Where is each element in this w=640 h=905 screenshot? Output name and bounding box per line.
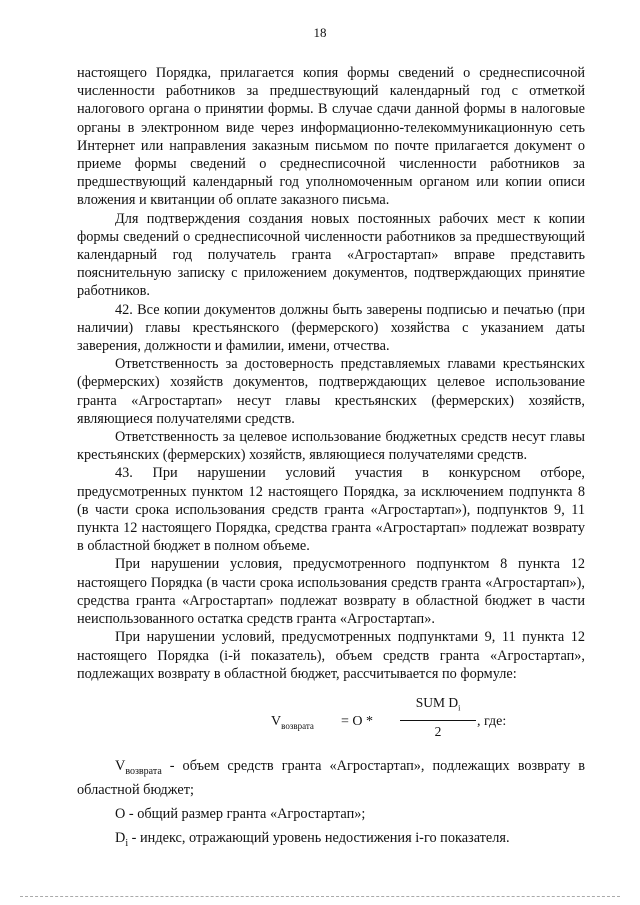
paragraph-subpoint-8: При нарушении условия, предусмотренного подпунктом 8 пункта 12 настоящего Порядка (в части срока использования средств гранта «Агростартап»), средства гранта «Агростартап» подлежат возврату в областной бюджет в части неиспользованного остатка средств гранта «Агростартап». bbox=[77, 556, 585, 628]
paragraph-new-jobs: Для подтверждения создания новых постоянных рабочих мест к копии формы сведений о среднесписочной численности работников за предшествующий календарный год получатель гранта «Агростартап» вправе представить пояснительную записку с приложением документов, подтверждающих принятие работников. bbox=[77, 210, 585, 300]
formula-fraction bbox=[400, 694, 476, 741]
formula-equals: = O * bbox=[341, 713, 374, 729]
paragraph-43: 43. При нарушении условий участия в конкурсном отборе, предусмотренных пунктом 12 настоящего Порядка, за исключением подпункта 8 (в части срока использования средств гранта «Агростартап»), подпунктов 9, 11 пункта 12 настоящего Порядка, средства гранта «Агростартап» подлежат возврату в областной бюджет в полном объеме. bbox=[77, 465, 585, 555]
paragraph-formula-intro: При нарушении условий, предусмотренных подпунктами 9, 11 пункта 12 настоящего Порядка (i-й показатель), объем средств гранта «Агростартап», подлежащих возврату в областной бюджет, рассчитывается по формуле: bbox=[77, 629, 585, 682]
document-body bbox=[77, 64, 585, 853]
definition-v: $V_{возврата}$ - объем средств гранта «Агростартап», подлежащих возврату в областной бюджет; bbox=[77, 757, 585, 798]
paragraph-continuation: настоящего Порядка, прилагается копия формы сведений о среднесписочной численности работников за предшествующий календарный год с отметкой налогового органа о принятии формы. В случае сдачи данной формы в налоговые органы в электронном виде через информационно-телекоммуникационную сеть Интернет или направления заказным письмом по почте прилагается документ о приеме формы сведений о среднесписочной численности работников за предшествующий календарный год уполномоченным органом или копии описи вложения и квитанции об оплате заказного письма. bbox=[77, 65, 585, 209]
refund-formula bbox=[77, 683, 585, 757]
paragraph-responsibility: Ответственность за достоверность представляемых главами крестьянских (фермерских) хозяйств документов, подтверждающих целевое использование гранта «Агростартап» несут главы крестьянских (фермерских) хозяйств, являющиеся получателями средств. bbox=[77, 356, 585, 427]
definition-d: $D_i$ - индекс, отражающий уровень недостижения i-го показателя. bbox=[115, 830, 510, 850]
formula-lhs: $V_{возврата}$ bbox=[271, 713, 314, 731]
paragraph-42: 42. Все копии документов должны быть заверены подписью и печатью (при наличии) главы крестьянского (фермерского) хозяйства с указанием даты заверения, должности и фамилии, имени, отчества. bbox=[77, 301, 585, 355]
formula-tail: , где: bbox=[477, 713, 507, 729]
formula-numerator: SUM $D_i$ bbox=[400, 694, 476, 721]
paragraph-budget-responsibility: Ответственность за целевое использование бюджетных средств несут главы крестьянских (фермерских) хозяйств, являющиеся получателями средств. bbox=[77, 429, 585, 464]
definition-o: O - общий размер гранта «Агростартап»; bbox=[115, 806, 366, 823]
scan-edge-divider bbox=[20, 896, 620, 898]
page-number: 18 bbox=[313, 25, 327, 40]
formula-denominator: 2 bbox=[434, 723, 442, 739]
